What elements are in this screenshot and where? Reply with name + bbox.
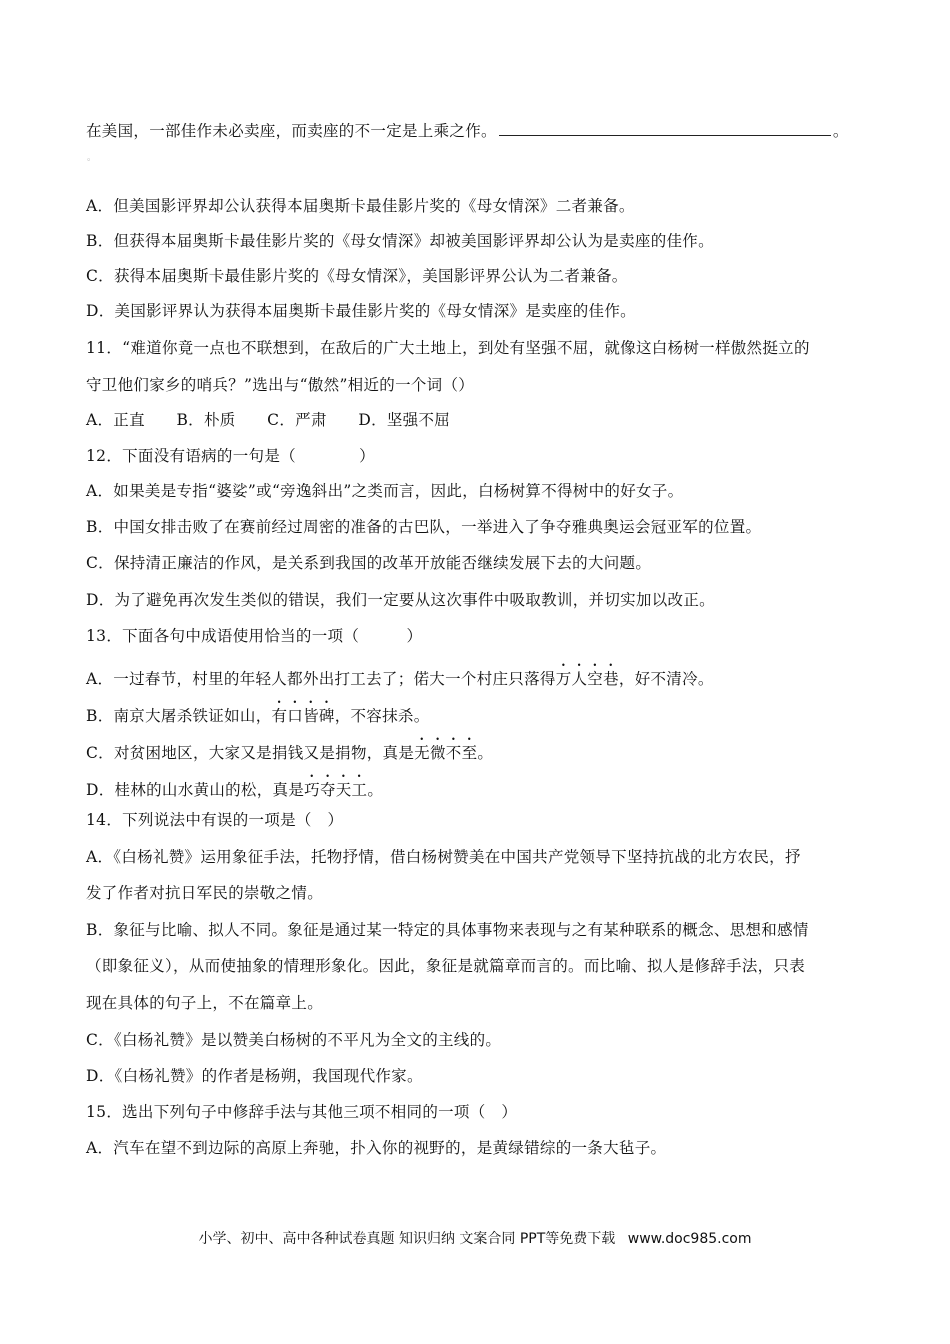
answer-blank (499, 121, 831, 136)
q12-stem: 12．下面没有语病的一句是（ ） (86, 447, 375, 465)
q10-option-b: B．但获得本届奥斯卡最佳影片奖的《母女情深》却被美国影评界却公认为是卖座的佳作。 (86, 232, 714, 250)
q13-stem: 13．下面各句中成语使用恰当的一项（ ） (86, 627, 423, 645)
q13-option-a: A．一过春节，村里的年轻人都外出打工去了；偌大一个村庄只落得万人空巷，好不清冷。 (86, 670, 714, 688)
footer-text: 小学、初中、高中各种试卷真题 知识归纳 文案合同 PPT等免费下载 (198, 1231, 616, 1247)
q12-option-d: D．为了避免再次发生类似的错误，我们一定要从这次事件中吸取教训，并切实加以改正。 (86, 591, 715, 609)
q13-option-c: C．对贫困地区，大家又是捐钱又是捐物，真是无微不至。 (86, 744, 494, 762)
q13-option-d: D．桂林的山水黄山的松，真是巧夺天工。 (86, 781, 384, 799)
idiom-emphasis: 巧夺天工 (304, 781, 368, 799)
q15-stem: 15．选出下列句子中修辞手法与其他三项不相同的一项（ ） (86, 1103, 518, 1121)
footer-url[interactable]: www.doc985.com (627, 1231, 752, 1247)
q14-option-b-line3: 现在具体的句子上，不在篇章上。 (86, 994, 324, 1012)
q11-stem-line2: 守卫他们家乡的哨兵？”选出与“傲然”相近的一个词（） (86, 376, 475, 394)
paragraph-mark-glyph: 。 (87, 153, 97, 163)
q10-option-c: C．获得本届奥斯卡最佳影片奖的《母女情深》，美国影评界公认为二者兼备。 (86, 267, 628, 285)
idiom-emphasis: 有口皆碑 (271, 707, 335, 725)
q10-option-d: D．美国影评界认为获得本届奥斯卡最佳影片奖的《母女情深》是卖座的佳作。 (86, 302, 636, 320)
q11-stem-line1: 11．“难道你竟一点也不联想到，在敌后的广大土地上，到处有坚强不屈，就像这白杨树一样傲然挺立的 (86, 339, 810, 357)
paragraph-mark (84, 145, 96, 168)
intro-line (86, 121, 849, 141)
q12-option-c: C．保持清正廉洁的作风，是关系到我国的改革开放能否继续发展下去的大问题。 (86, 554, 652, 572)
q14-option-b-line2: （即象征义），从而使抽象的情理形象化。因此，象征是就篇章而言的。而比喻、拟人是修辞手法，只表 (86, 957, 806, 975)
q14-option-a-line1: A．《白杨礼赞》运用象征手法，托物抒情，借白杨树赞美在中国共产党领导下坚持抗战的北方农民，抒 (86, 848, 801, 866)
idiom-emphasis: 万人空巷 (555, 670, 619, 688)
intro-end: 。 (832, 122, 849, 140)
q14-option-c: C．《白杨礼赞》是以赞美白杨树的不平凡为全文的主线的。 (86, 1031, 502, 1049)
page-footer (0, 1228, 950, 1248)
q14-option-a-line2: 发了作者对抗日军民的崇敬之情。 (86, 884, 324, 902)
q14-option-b-line1: B．象征与比喻、拟人不同。象征是通过某一特定的具体事物来表现与之有某种联系的概念、思想和感情 (86, 921, 809, 939)
q12-option-b: B．中国女排击败了在赛前经过周密的准备的古巴队，一举进入了争夺雅典奥运会冠亚军的位置。 (86, 518, 762, 536)
q13-option-b: B．南京大屠杀铁证如山，有口皆碑，不容抹杀。 (86, 707, 430, 725)
idiom-emphasis: 无微不至 (414, 744, 478, 762)
q14-option-d: D．《白杨礼赞》的作者是杨朔，我国现代作家。 (86, 1067, 423, 1085)
q12-option-a: A．如果美是专指“婆娑”或“旁逸斜出”之类而言，因此，白杨树算不得树中的好女子。 (86, 482, 684, 500)
q11-options: A．正直 B．朴质 C．严肃 D．坚强不屈 (86, 411, 451, 429)
intro-text: 在美国，一部佳作未必卖座，而卖座的不一定是上乘之作。 (86, 122, 497, 140)
q10-option-a: A．但美国影评界却公认获得本届奥斯卡最佳影片奖的《母女情深》二者兼备。 (86, 197, 635, 215)
q15-option-a: A．汽车在望不到边际的高原上奔驰，扑入你的视野的，是黄绿错综的一条大毡子。 (86, 1139, 667, 1157)
q14-stem: 14．下列说法中有误的一项是（ ） (86, 811, 344, 829)
